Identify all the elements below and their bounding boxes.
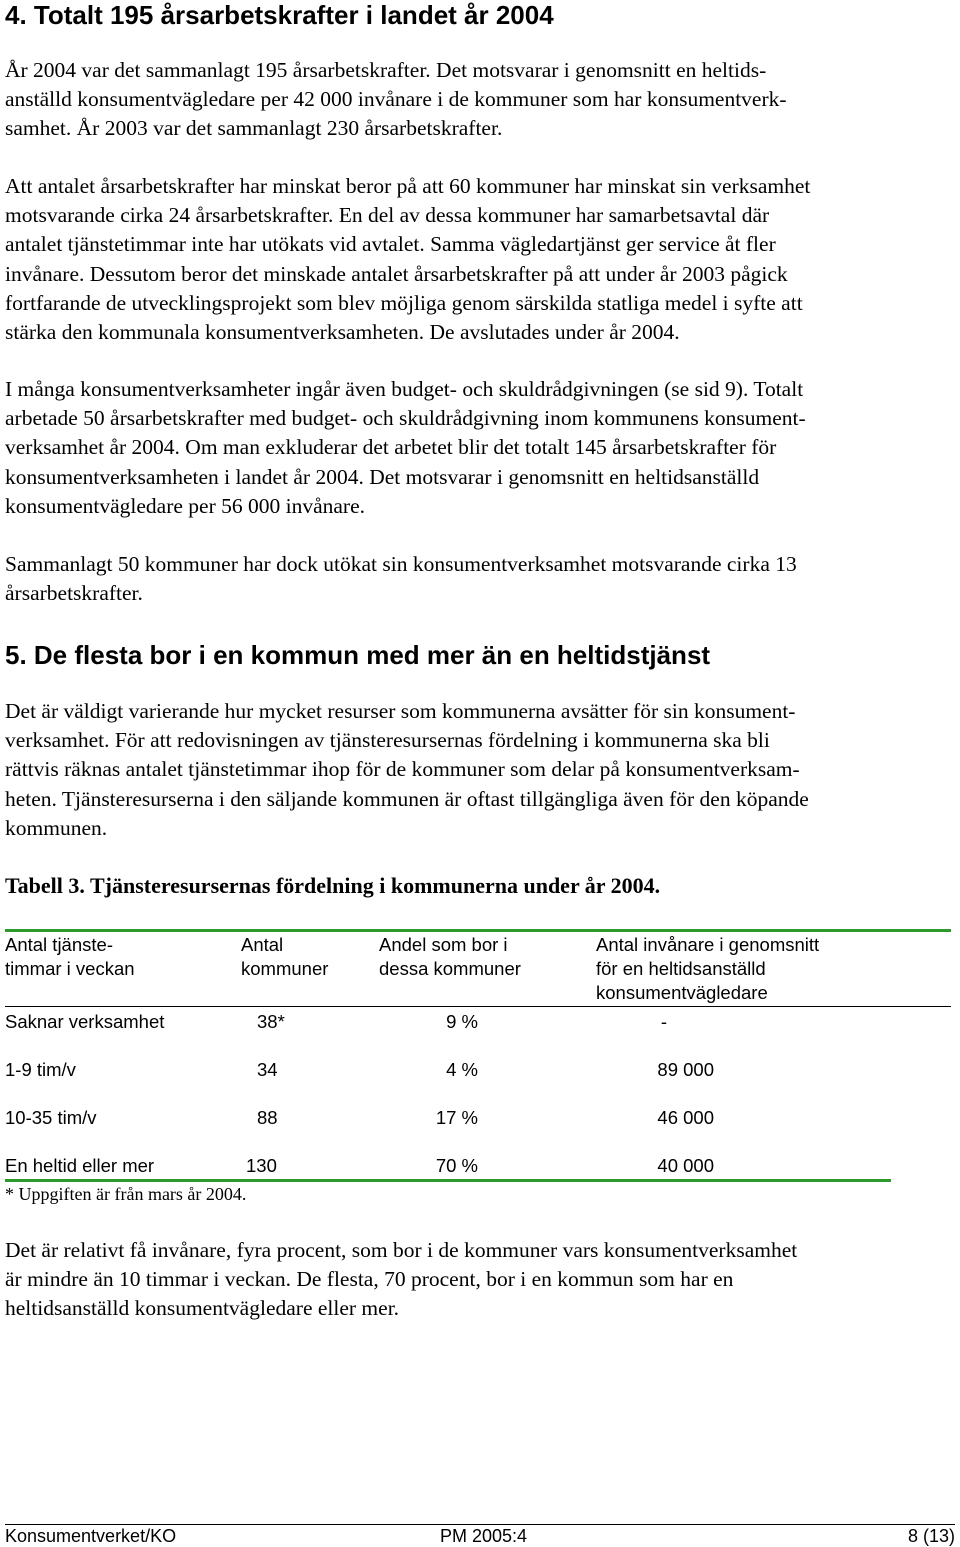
table-cell: 1-9 tim/v bbox=[5, 1059, 76, 1080]
table-footnote: * Uppgiften är från mars år 2004. bbox=[5, 1184, 247, 1204]
text-line: fortfarande de utvecklingsprojekt som blev möjliga genom särskilda statliga medel i syfte att bbox=[5, 290, 803, 315]
text-line: arbetade 50 årsarbetskrafter med budget- och skuldrådgivning inom kommunens konsument- bbox=[5, 406, 806, 431]
text-line: verksamhet. För att redovisningen av tjänsteresursernas fördelning i kommunerna ska bli bbox=[5, 728, 770, 753]
text-line: invånare. Dessutom beror det minskade antalet årsarbetskrafter på att under år 2003 pågick bbox=[5, 261, 788, 286]
footer-page-number: 8 (13) bbox=[907, 1526, 955, 1546]
text-line: kommunen. bbox=[5, 815, 108, 840]
text-line: årsarbetskrafter. bbox=[5, 581, 143, 606]
table-caption: Tabell 3. Tjänsteresursernas fördelning i kommunerna under år 2004. bbox=[5, 873, 661, 898]
table-cell: En heltid eller mer bbox=[5, 1155, 155, 1176]
table-cell: 4 % bbox=[446, 1059, 478, 1080]
text-line: heltidsanställd konsumentvägledare eller mer. bbox=[5, 1296, 400, 1321]
text-line: Det är väldigt varierande hur mycket resurser som kommunerna avsätter för sin konsument- bbox=[5, 699, 796, 723]
table-cell: 89 000 bbox=[657, 1059, 714, 1080]
footer-document-id: PM 2005:4 bbox=[440, 1526, 528, 1546]
section-4-paragraph-1 bbox=[5, 56, 955, 144]
footer-publisher: Konsumentverket/KO bbox=[5, 1526, 177, 1546]
text-line: är mindre än 10 timmar i veckan. De flesta, 70 procent, bor i en kommun som har en bbox=[5, 1267, 734, 1292]
section-4-heading: 4. Totalt 195 årsarbetskrafter i landet år 2004 bbox=[5, 0, 554, 30]
table-header-rule bbox=[5, 1006, 951, 1007]
section-4-paragraph-4 bbox=[5, 550, 955, 608]
column-header-inhabitants: Antal invånare i genomsnitt för en heltidsanställd konsumentvägledare bbox=[596, 934, 820, 1003]
text-line: I många konsumentverksamheter ingår även budget- och skuldrådgivningen (se sid 9). Totalt bbox=[5, 377, 804, 401]
text-line: Sammanlagt 50 kommuner har dock utökat sin konsumentverksamhet motsvarande cirka 13 bbox=[5, 552, 797, 576]
text-line: År 2004 var det sammanlagt 195 årsarbetskrafter. Det motsvarar i genomsnitt en heltids- bbox=[5, 58, 767, 82]
text-line: rättvis räknas antalet tjänstetimmar ihop för de kommuner som delar på konsumentverksam- bbox=[5, 757, 800, 782]
text-line: verksamhet år 2004. Om man exkluderar det arbetet blir det totalt 145 årsarbetskrafter för bbox=[5, 435, 777, 460]
table-cell: 34 bbox=[257, 1059, 278, 1080]
section-4-paragraph-2 bbox=[5, 172, 955, 347]
table-cell: 40 000 bbox=[657, 1155, 714, 1176]
text-line: anställd konsumentvägledare per 42 000 invånare i de kommuner som har konsumentverk- bbox=[5, 87, 787, 112]
column-header-hours: Antal tjänste- timmar i veckan bbox=[5, 934, 135, 979]
text-line: samhet. År 2003 var det sammanlagt 230 årsarbetskrafter. bbox=[5, 116, 503, 141]
text-line: konsumentvägledare per 56 000 invånare. bbox=[5, 493, 365, 518]
table-cell: 70 % bbox=[435, 1155, 478, 1176]
table-bottom-rule bbox=[5, 1179, 891, 1182]
table-cell: 46 000 bbox=[657, 1107, 714, 1128]
text-line: heten. Tjänsteresurserna i den säljande kommunen är oftast tillgängliga även för den köpande bbox=[5, 786, 809, 811]
text-line: Att antalet årsarbetskrafter har minskat beror på att 60 kommuner har minskat sin verksamhet bbox=[5, 174, 811, 198]
table-cell: - bbox=[660, 1011, 668, 1032]
section-5-heading: 5. De flesta bor i en kommun med mer än en heltidstjänst bbox=[5, 640, 711, 670]
table-cell: 10-35 tim/v bbox=[5, 1107, 97, 1128]
text-line: antalet tjänstetimmar inte har utökats vid avtalet. Samma vägledartjänst ger service åt fler bbox=[5, 232, 776, 257]
table-cell: 130 bbox=[246, 1155, 277, 1176]
table-cell: 17 % bbox=[435, 1107, 478, 1128]
closing-paragraph bbox=[5, 1236, 955, 1324]
table-cell: 38* bbox=[257, 1011, 285, 1032]
column-header-share: Andel som bor i dessa kommuner bbox=[379, 934, 521, 979]
table-cell: 9 % bbox=[446, 1011, 478, 1032]
text-line: stärka den kommunala konsumentverksamheten. De avslutades under år 2004. bbox=[5, 320, 680, 345]
section-4-paragraph-3 bbox=[5, 375, 955, 521]
table-top-rule bbox=[5, 929, 951, 932]
text-line: konsumentverksamheten i landet år 2004. Det motsvarar i genomsnitt en heltidsanställd bbox=[5, 464, 760, 489]
table-cell: Saknar verksamhet bbox=[5, 1011, 165, 1032]
text-line: motsvarande cirka 24 årsarbetskrafter. En del av dessa kommuner har samarbetsavtal där bbox=[5, 203, 770, 228]
table-cell: 88 bbox=[257, 1107, 278, 1128]
text-line: Det är relativt få invånare, fyra procent, som bor i de kommuner vars konsumentverksamhet bbox=[5, 1238, 798, 1262]
section-5-paragraph-1 bbox=[5, 697, 955, 843]
column-header-municipalities: Antal kommuner bbox=[241, 934, 329, 979]
